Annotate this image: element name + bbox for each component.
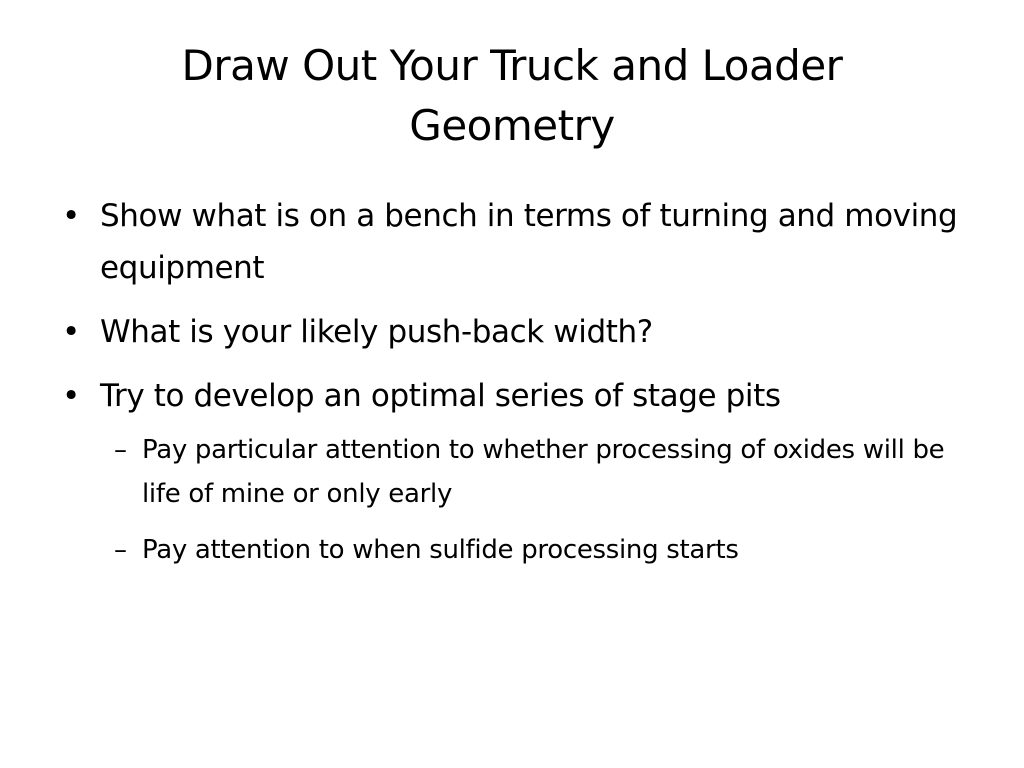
slide-title: Draw Out Your Truck and Loader Geometry — [181, 41, 843, 150]
sub-bullet-text: Pay attention to when sulfide processing starts — [142, 535, 739, 565]
dash-icon: – — [114, 535, 127, 565]
dash-icon: – — [114, 435, 127, 465]
bullet-item — [58, 306, 958, 358]
bullet-dot-icon: • — [62, 314, 80, 350]
bullet-dot-icon: • — [62, 198, 80, 234]
sub-bullet-item — [94, 428, 958, 516]
bullet-text: Show what is on a bench in terms of turning and moving equipment — [100, 198, 958, 286]
sub-bullet-list — [100, 428, 958, 572]
bullet-dot-icon: • — [62, 378, 80, 414]
sub-bullet-item — [94, 528, 958, 572]
bullet-list — [58, 190, 958, 584]
sub-bullet-text: Pay particular attention to whether processing of oxides will be life of mine or only early — [142, 435, 945, 509]
bullet-text: Try to develop an optimal series of stage pits — [100, 378, 781, 414]
bullet-item — [58, 370, 958, 572]
bullet-text: What is your likely push-back width? — [100, 314, 653, 350]
bullet-item — [58, 190, 958, 294]
